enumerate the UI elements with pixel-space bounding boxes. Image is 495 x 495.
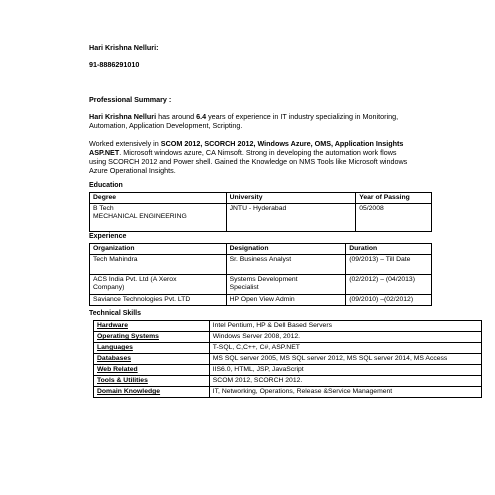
experience-header-row	[90, 244, 432, 255]
summary2-text-a: Worked extensively in	[89, 139, 161, 148]
education-col-university: University	[226, 193, 356, 204]
experience-heading: Experience	[89, 233, 127, 240]
table-row	[90, 255, 432, 275]
experience-duration: (02/2012) – (04/2013)	[346, 275, 432, 295]
skill-value: IT, Networking, Operations, Release &Service Management	[209, 387, 481, 398]
experience-col-designation: Designation	[226, 244, 346, 255]
experience-org	[90, 255, 227, 275]
education-degree-line2: MECHANICAL ENGINEERING	[93, 213, 187, 220]
education-year: 05/2008	[356, 204, 432, 232]
table-row	[94, 365, 482, 376]
education-degree-line1: B Tech	[93, 205, 114, 212]
education-header-row	[90, 193, 432, 204]
experience-duration: (09/2013) – Till Date	[346, 255, 432, 275]
experience-col-duration: Duration	[346, 244, 432, 255]
summary-heading: Professional Summary :	[89, 95, 172, 104]
summary2-text-b: . Microsoft windows azure, CA Nimsoft. Strong in developing the automation work flows using SCORCH 2012 and Power shell. Gained the Knowledge on NMS Tools like Microsoft windows Azure Operational Insights.	[89, 148, 408, 175]
skill-value: Windows Server 2008, 2012.	[209, 332, 481, 343]
experience-designation-line1: HP Open View Admin	[229, 296, 295, 303]
skill-label: Tools & Utilities	[94, 376, 210, 387]
table-row	[94, 321, 482, 332]
education-col-degree: Degree	[90, 193, 227, 204]
summary-text-b: years of experience in IT industry specializing in Monitoring, Automation, Application Development, Scripting.	[89, 112, 399, 130]
experience-designation-line1: Systems Development	[229, 276, 298, 283]
skill-label: Languages	[94, 343, 210, 354]
skill-label: Web Related	[94, 365, 210, 376]
experience-org	[90, 295, 227, 306]
skill-value: T-SQL, C,C++, C#, ASP.NET	[209, 343, 481, 354]
phone-number: 91-8886291010	[89, 60, 140, 69]
table-row	[94, 332, 482, 343]
summary-name: Hari Krishna Nelluri	[89, 112, 157, 121]
education-col-year: Year of Passing	[356, 193, 432, 204]
experience-org-line2: Company)	[93, 284, 125, 291]
experience-designation	[226, 275, 346, 295]
skill-label: Hardware	[94, 321, 210, 332]
table-row	[94, 354, 482, 365]
skill-label: Databases	[94, 354, 210, 365]
summary2-bold: SCOM 2012, SCORCH 2012, Windows Azure, OMS, Application Insights ASP.NET	[89, 139, 404, 157]
experience-org-line1: ACS India Pvt. Ltd (A Xerox	[93, 276, 177, 283]
experience-org-line1: Saviance Technologies Pvt. LTD	[93, 296, 191, 303]
experience-designation	[226, 255, 346, 275]
experience-table	[89, 243, 432, 306]
summary-paragraph-2	[89, 139, 414, 175]
education-table	[89, 192, 432, 232]
table-row	[90, 204, 432, 232]
summary-years: 6.4	[196, 112, 207, 121]
skill-value: IIS6.0, HTML, JSP, JavaScript	[209, 365, 481, 376]
experience-col-organization: Organization	[90, 244, 227, 255]
skill-label: Operating Systems	[94, 332, 210, 343]
table-row	[94, 343, 482, 354]
skill-label: Domain Knowledge	[94, 387, 210, 398]
experience-org-line1: Tech Mahindra	[93, 256, 138, 263]
table-row	[90, 275, 432, 295]
skills-table	[93, 320, 482, 398]
skill-value: MS SQL server 2005, MS SQL server 2012, MS SQL server 2014, MS Access	[209, 354, 481, 365]
skills-heading: Technical Skills	[89, 310, 142, 317]
skill-value: Intel Pentium, HP & Dell Based Servers	[209, 321, 481, 332]
experience-duration: (09/2010) –(02/2012)	[346, 295, 432, 306]
education-degree	[90, 204, 227, 232]
table-row	[94, 387, 482, 398]
summary-text-a: has around	[156, 112, 197, 121]
table-row	[90, 295, 432, 306]
experience-designation-line1: Sr. Business Analyst	[229, 256, 292, 263]
summary-paragraph-1	[89, 112, 414, 130]
education-heading: Education	[89, 182, 123, 189]
table-row	[94, 376, 482, 387]
experience-designation-line2: Specialist	[229, 284, 259, 291]
skill-value: SCOM 2012, SCORCH 2012.	[209, 376, 481, 387]
candidate-name: Hari Krishna Nelluri:	[89, 43, 159, 52]
experience-designation	[226, 295, 346, 306]
education-university: JNTU - Hyderabad	[226, 204, 356, 232]
experience-org	[90, 275, 227, 295]
